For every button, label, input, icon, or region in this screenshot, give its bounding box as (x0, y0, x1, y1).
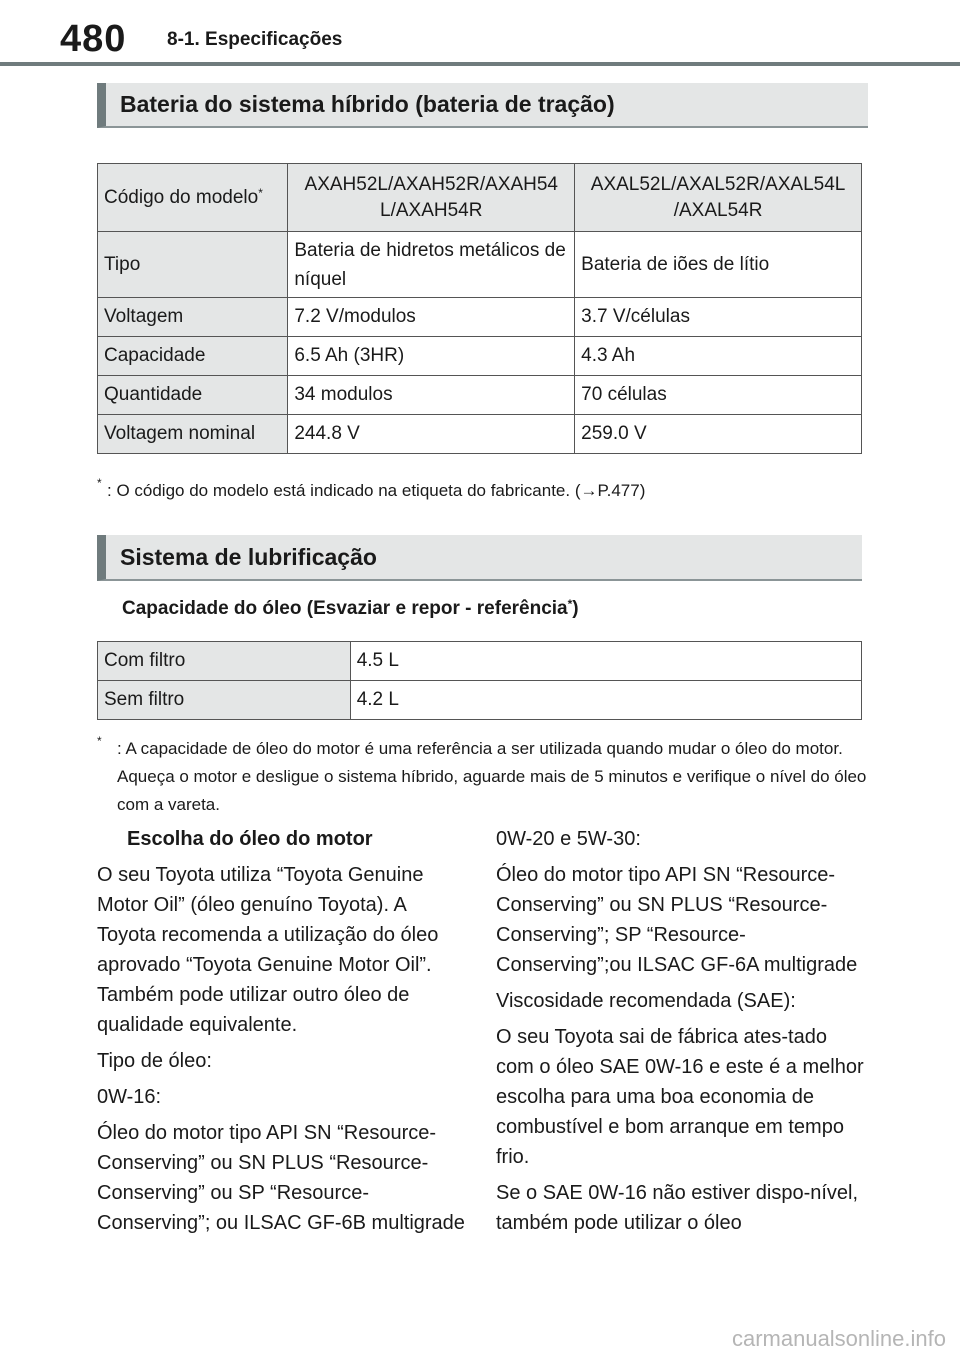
row-value: 4.2 L (350, 681, 861, 720)
footnote-marker: * (97, 734, 102, 748)
paragraph: Se o SAE 0W-16 não estiver dispo-nível, também pode utilizar o óleo (496, 1182, 859, 1234)
row-value-axah: Bateria de hidretos metálicos de níquel (288, 232, 575, 298)
oil-capacity-heading-end: ) (572, 598, 579, 619)
row-value-axal: 4.3 Ah (575, 337, 862, 376)
paragraph: Tipo de óleo: (97, 1050, 212, 1072)
row-label: Voltagem (98, 298, 288, 337)
paragraph: 0W-20 e 5W-30: (496, 828, 641, 850)
footnote-marker: * (258, 185, 263, 200)
row-value-axah: 6.5 Ah (3HR) (288, 337, 575, 376)
model-code-label: Código do modelo (104, 186, 259, 208)
section-title: 8-1. Especificações (167, 29, 343, 50)
table-row (98, 642, 862, 681)
row-label: Quantidade (98, 376, 288, 415)
row-value-axal: 70 células (575, 376, 862, 415)
paragraph: Óleo do motor tipo API SN “Resource-Conserving” ou SN PLUS “Resource-Conserving” ou SP “Resource-Conserving”; ou ILSAC GF-6B multigrade (97, 1122, 465, 1234)
oil-capacity-table (97, 641, 862, 720)
row-label: Capacidade (98, 337, 288, 376)
battery-section-title: Bateria do sistema híbrido (bateria de tração) (120, 91, 615, 117)
row-value-axal: 3.7 V/células (575, 298, 862, 337)
battery-footnote (97, 477, 867, 505)
row-label: Tipo (98, 232, 288, 298)
oil-choice-right-column (496, 824, 866, 1244)
row-value: 4.5 L (350, 642, 861, 681)
battery-spec-table (97, 163, 862, 454)
table-header-row (98, 164, 862, 232)
paragraph: O seu Toyota utiliza “Toyota Genuine Motor Oil” (óleo genuíno Toyota). A Toyota recomenda a utilização do óleo aprovado “Toyota Genuine Motor Oil”. Também pode utilizar outro óleo de qualidade equivalente. (97, 864, 439, 1036)
oil-capacity-heading (122, 598, 862, 620)
paragraph: Óleo do motor tipo API SN “Resource-Conserving” ou SN PLUS “Resource-Conserving”; SP “Resource-Conserving”;ou ILSAC GF-6A multigrade (496, 864, 858, 976)
oil-capacity-heading-text: Capacidade do óleo (Esvaziar e repor - referência (122, 598, 568, 619)
footnote-marker: * (97, 476, 102, 490)
row-value-axah: 34 modulos (288, 376, 575, 415)
oil-choice-heading: Escolha do óleo do motor (127, 828, 373, 850)
row-value-axal: 259.0 V (575, 415, 862, 454)
row-value-axah: 244.8 V (288, 415, 575, 454)
footnote-marker: * (567, 597, 573, 611)
model-code-header (98, 164, 288, 232)
table-row (98, 376, 862, 415)
footnote-text: : O código do modelo está indicado na etiqueta do fabricante. (→P.477) (107, 481, 646, 500)
model-axal-header: AXAL52L/AXAL52R/AXAL54L /AXAL54R (575, 164, 862, 232)
table-row (98, 415, 862, 454)
table-row (98, 337, 862, 376)
paragraph: Viscosidade recomendada (SAE): (496, 990, 796, 1012)
battery-section-header (97, 83, 868, 128)
lubrication-section-header (97, 535, 862, 581)
oil-capacity-footnote (97, 735, 867, 819)
footnote-text: : A capacidade de óleo do motor é uma referência a ser utilizada quando mudar o óleo do motor. Aqueça o motor e desligue o sistema híbrido, aguarde mais de 5 minutos e verifique o nível do óleo com a vareta. (117, 739, 867, 814)
table-row (98, 232, 862, 298)
row-label: Voltagem nominal (98, 415, 288, 454)
watermark: carmanualsonline.info (731, 1326, 946, 1351)
paragraph: 0W-16: (97, 1086, 162, 1108)
model-axah-header: AXAH52L/AXAH52R/AXAH54 L/AXAH54R (288, 164, 575, 232)
row-label: Com filtro (98, 642, 351, 681)
header-divider (0, 62, 960, 66)
table-row (98, 681, 862, 720)
row-value-axah: 7.2 V/modulos (288, 298, 575, 337)
row-label: Sem filtro (98, 681, 351, 720)
oil-choice-left-column (97, 824, 467, 1244)
table-row (98, 298, 862, 337)
page-number: 480 (60, 18, 127, 60)
lubrication-section-title: Sistema de lubrificação (120, 543, 377, 570)
paragraph: O seu Toyota sai de fábrica ates-tado com o óleo SAE 0W-16 e este é a melhor escolha para uma boa economia de combustível e bom arranque em tempo frio. (496, 1026, 864, 1168)
row-value-axal: Bateria de iões de lítio (575, 232, 862, 298)
